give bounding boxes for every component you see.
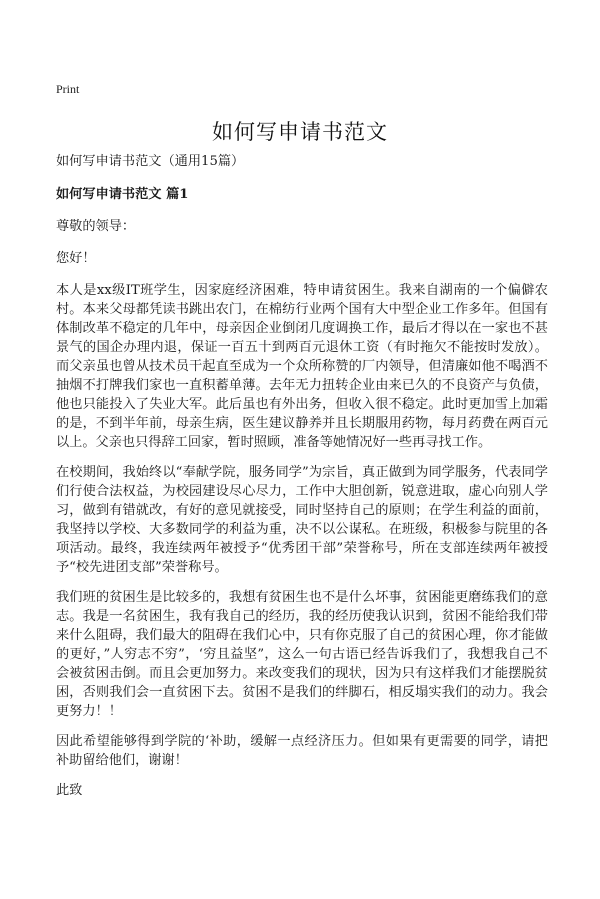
body-paragraph-2: 在校期间，我始终以“奉献学院，服务同学”为宗旨，真正做到为同学服务，代表同学们行使合法权益，为校园建设尽心尽力，工作中大胆创新，锐意进取，虚心向别人学习，做到有错就改，有好的意见就接受，同时坚持自己的原则；在学生利益的面前，我坚持以学校、大多数同学的利益为重，决不以公谋私。在班级，积极参与院里的各项活动。最终，我连续两年被授予“优秀团干部”荣誉称号，所在支部连续两年被授予“校先进团支部”荣誉称号。 <box>56 465 548 575</box>
document-body <box>56 152 548 811</box>
greeting: 您好！ <box>56 251 96 266</box>
body-paragraph-1: 本人是xx级IT班学生，因家庭经济困难，特申请贫困生。我来自湖南的一个偏僻农村。本来父母都凭读书跳出农门，在棉纺行业两个国有大中型企业工作多年。但国有体制改革不稳定的几年中，母亲因企业倒闭几度调换工作，最后才得以在一家也不甚景气的国企办理内退，保证一百五十到两百元退休工资（有时拖欠不能按时发放）。而父亲虽也曾从技术员干起直至成为一个众所称赞的厂内领导，但清廉如他不喝酒不抽烟不打牌我们家也一直积蓄单薄。去年无力扭转企业由来已久的不良资产与负债，他也只能投入了失业大军。此后虽也有外出务，但收入很不稳定。此时更加雪上加霜的是，不到半年前，母亲生病，医生建议静养并且长期服用药物，每月药费在两百元以上。父亲也只得辞工回家，暂时照顾，准备等她情况好一些再寻找工作。 <box>56 283 548 450</box>
print-label: Print <box>56 82 80 96</box>
section-heading: 如何写申请书范文 篇1 <box>56 187 189 202</box>
document-subtitle: 如何写申请书范文（通用15篇） <box>56 154 245 169</box>
salutation: 尊敬的领导： <box>56 219 136 234</box>
body-paragraph-4: 因此希望能够得到学院的‘补助，缓解一点经济压力。但如果有更需要的同学，请把补助留给他们，谢谢！ <box>56 734 548 768</box>
document-title: 如何写申请书范文 <box>212 120 388 144</box>
body-paragraph-3: 我们班的贫困生是比较多的，我想有贫困生也不是什么坏事，贫困能更磨练我们的意志。我是一名贫困生，我有我自己的经历，我的经历使我认识到，贫困不能给我们带来什么阻碍，我们最大的阻碍在我们心中，只有你克服了自己的贫困心理，你才能做的更好，”人穷志不穷”，‘穷且益坚”，这么一句古语已经告诉我们了，我想我自己不会被贫困击倒。而且会更加努力。来改变我们的现状，因为只有这样我们才能摆脱贫困，否则我们会一直贫困下去。贫困不是我们的绊脚石，相反塌实我们的动力。我会更努力！！ <box>56 590 548 719</box>
closing-line: 此致 <box>56 783 83 798</box>
